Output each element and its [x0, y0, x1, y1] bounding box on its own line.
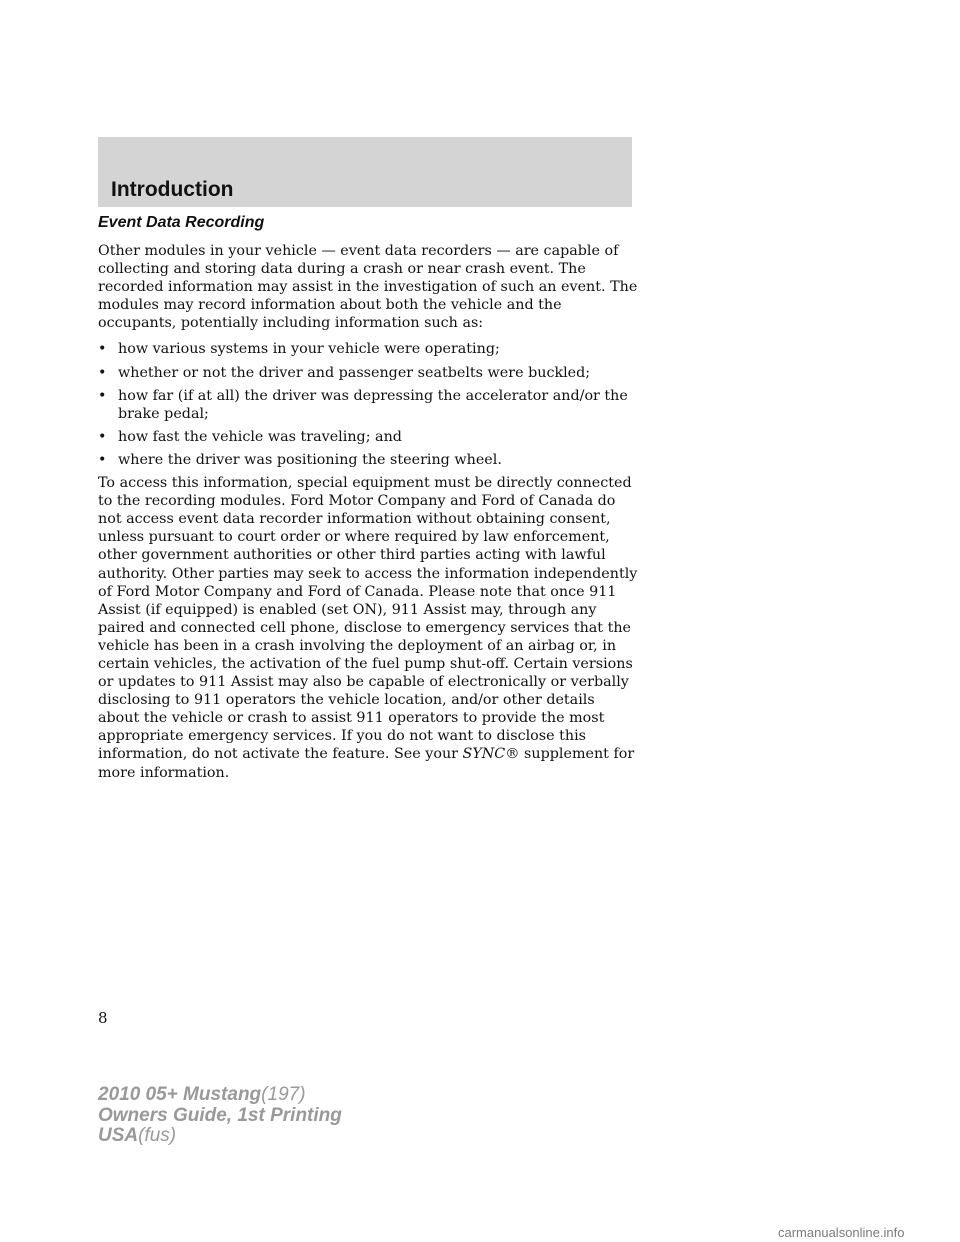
list-item — [98, 340, 638, 358]
footer-line-guide: Owners Guide, 1st Printing — [98, 1104, 342, 1126]
bullet-icon: • — [98, 341, 107, 358]
page-number: 8 — [98, 1009, 108, 1027]
list-item — [98, 364, 638, 382]
access-paragraph-text: To access this information, special equipment must be directly connected to the recording modules. Ford Motor Company and Ford of Canada do not access event data recorder information without obtaining consent, unless pursuant to court order or where required by law enforcement, other government authorities or other third parties acting with lawful authority. Other parties may seek to access the information independently of Ford Motor Company and Ford of Canada. Please note that once 911 Assist (if equipped) is enabled (set ON), 911 Assist may, through any paired and connected cell phone, disclose to emergency services that the vehicle has been in a crash involving the deployment of an airbag or, in certain vehicles, the activation of the fuel pump shut-off. Certain versions or updates to 911 Assist may also be capable of electronically or verbally disclosing to 911 operators the vehicle location, and/or other details about the vehicle or crash to assist 911 operators to provide the most appropriate emergency services. If you do not want to disclose this information, do not activate the feature. See your — [98, 475, 638, 763]
list-item — [98, 451, 638, 469]
list-item — [98, 428, 638, 446]
bullet-list — [98, 340, 638, 469]
chapter-title: Introduction — [111, 178, 234, 201]
bullet-icon: • — [98, 428, 107, 445]
bullet-icon: • — [98, 387, 107, 404]
site-watermark: carmanualsonline.info — [778, 1225, 905, 1240]
footer-line-model: 2010 05+ Mustang(197) — [98, 1084, 306, 1105]
list-item-text: how various systems in your vehicle were operating; — [118, 341, 500, 358]
list-item — [98, 387, 638, 423]
list-item-text: how far (if at all) the driver was depressing the accelerator and/or the brake pedal; — [118, 387, 628, 422]
access-paragraph — [98, 474, 638, 782]
list-item-text: whether or not the driver and passenger seatbelts were buckled; — [118, 364, 591, 381]
access-paragraph-tail: supplement for more information. — [98, 746, 635, 781]
list-item-text: where the driver was positioning the steering wheel. — [118, 451, 502, 468]
print-footer — [98, 1085, 342, 1147]
intro-paragraph: Other modules in your vehicle — event data recorders — are capable of collecting and storing data during a crash or near crash event. The recorded information may assist in the investigation of such an event. The modules may record information about both the vehicle and the occupants, potentially including information such as: — [98, 243, 638, 332]
list-item-text: how fast the vehicle was traveling; and — [118, 428, 402, 445]
bullet-icon: • — [98, 451, 107, 468]
footer-line-market: USA(fus) — [98, 1125, 177, 1146]
bullet-icon: • — [98, 364, 107, 381]
body-content — [98, 242, 638, 782]
sync-reference: SYNC® — [462, 746, 520, 763]
section-heading: Event Data Recording — [98, 214, 265, 231]
